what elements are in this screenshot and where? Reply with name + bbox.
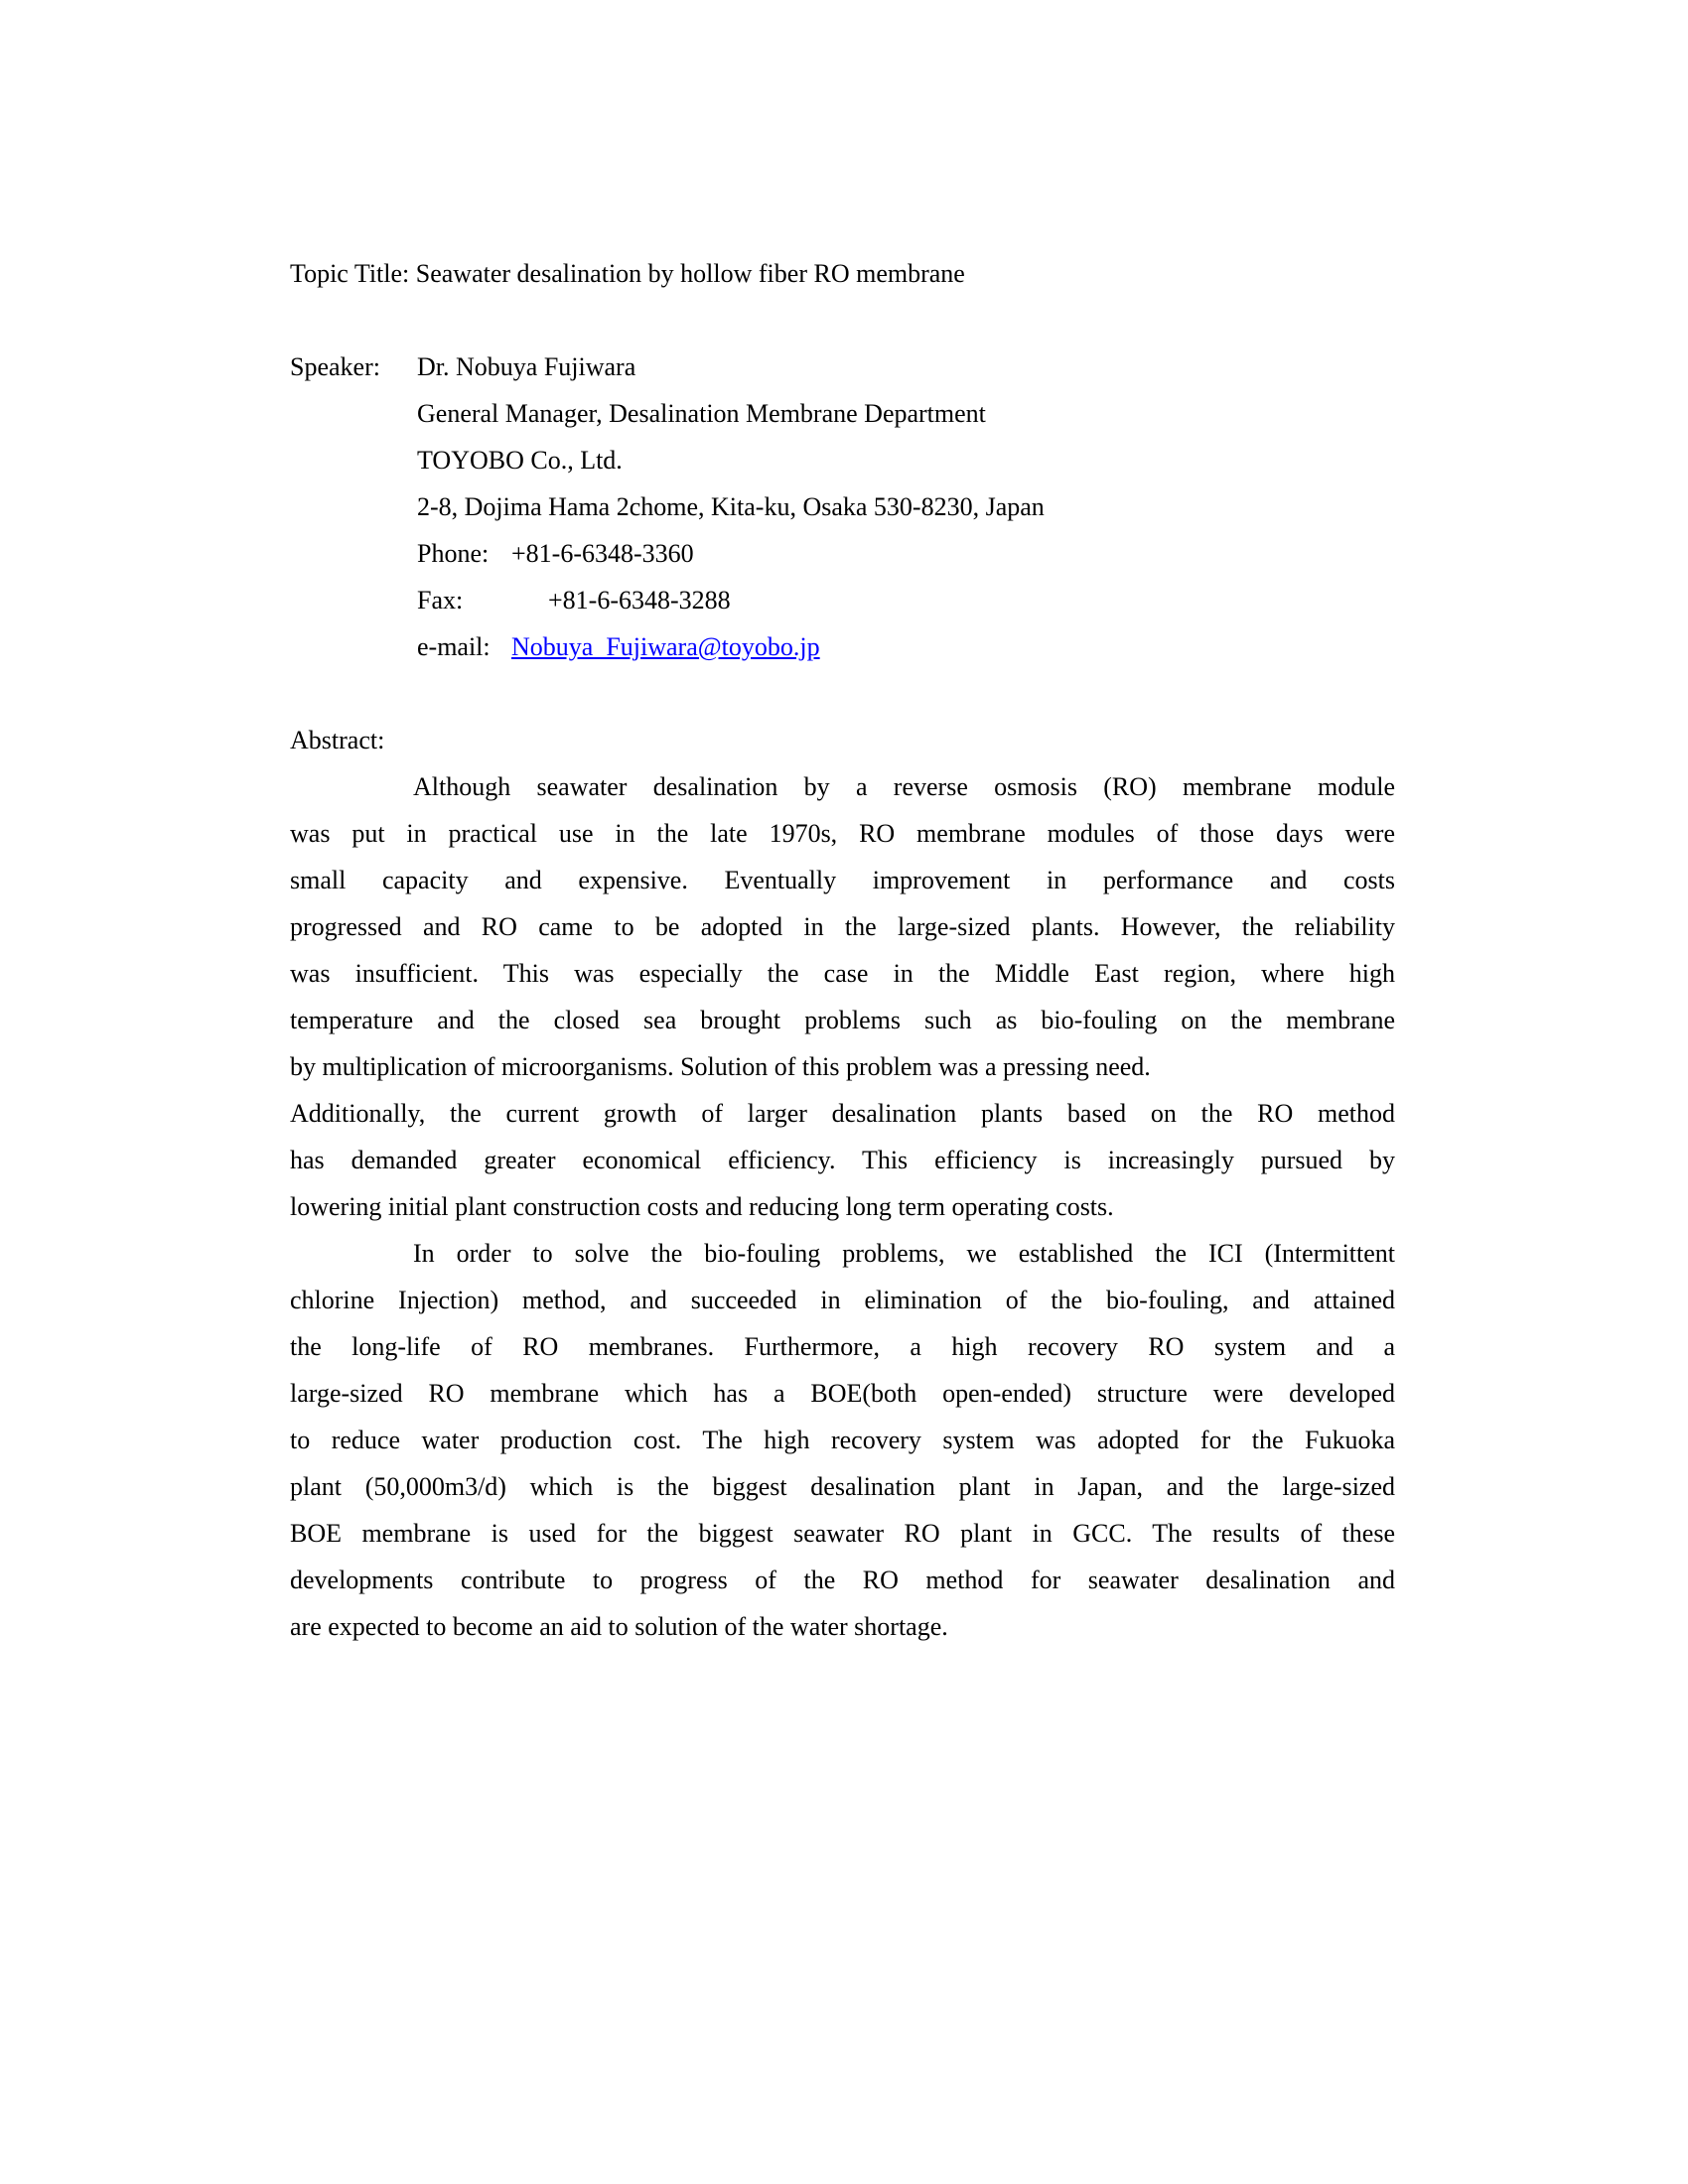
speaker-label: Speaker: (290, 352, 380, 381)
abstract-text-line: chlorine Injection) method, and succeeded in elimination of the bio-fouling, and attained (290, 1286, 1395, 1314)
abstract-body (290, 763, 1395, 1650)
speaker-line (290, 343, 1395, 390)
spacer (290, 670, 1395, 717)
phone-number: +81-6-6348-3360 (511, 539, 694, 568)
speaker-company: TOYOBO Co., Ltd. (417, 446, 623, 475)
phone-label: Phone: (417, 539, 490, 568)
abstract-text-line: by multiplication of microorganisms. Solution of this problem was a pressing need. (290, 1052, 1151, 1081)
abstract-text-line: was put in practical use in the late 1970s, RO membrane modules of those days were (290, 819, 1395, 848)
email-link[interactable]: Nobuya_Fujiwara@toyobo.jp (511, 632, 820, 661)
fax-number: +81-6-6348-3288 (548, 586, 731, 614)
abstract-text-line: has demanded greater economical efficiency. This efficiency is increasingly pursued by (290, 1146, 1395, 1174)
email-line (417, 623, 1395, 670)
fax-label: Fax: (417, 586, 464, 614)
abstract-text-line: small capacity and expensive. Eventually improvement in performance and costs (290, 866, 1395, 894)
abstract-text-line: was insufficient. This was especially the case in the Middle East region, where high (290, 959, 1395, 988)
abstract-text-line: to reduce water production cost. The high recovery system was adopted for the Fukuoka (290, 1426, 1395, 1454)
abstract-text-line: are expected to become an aid to solution of the water shortage. (290, 1612, 948, 1641)
topic-title: Topic Title: Seawater desalination by hollow fiber RO membrane (290, 259, 965, 288)
abstract-text-line: large-sized RO membrane which has a BOE(both open-ended) structure were developed (290, 1379, 1395, 1408)
spacer (290, 297, 1395, 343)
speaker-role: General Manager, Desalination Membrane Department (417, 399, 986, 428)
abstract-text-line: temperature and the closed sea brought problems such as bio-fouling on the membrane (290, 1006, 1395, 1034)
abstract-text-line: plant (50,000m3/d) which is the biggest desalination plant in Japan, and the large-sized (290, 1472, 1395, 1501)
abstract-text-line: In order to solve the bio-fouling problems, we established the ICI (Intermittent (413, 1239, 1395, 1268)
abstract-text-line: developments contribute to progress of the RO method for seawater desalination and (290, 1566, 1395, 1594)
abstract-label: Abstract: (290, 726, 385, 754)
abstract-text-line: lowering initial plant construction costs and reducing long term operating costs. (290, 1192, 1114, 1221)
abstract-text-line: progressed and RO came to be adopted in the large-sized plants. However, the reliability (290, 912, 1395, 941)
fax-line (417, 577, 1395, 623)
phone-line (417, 530, 1395, 577)
speaker-address: 2-8, Dojima Hama 2chome, Kita-ku, Osaka 530-8230, Japan (417, 492, 1045, 521)
speaker-name: Dr. Nobuya Fujiwara (417, 352, 636, 381)
speaker-contact-block (290, 390, 1395, 670)
abstract-text-line: Although seawater desalination by a reverse osmosis (RO) membrane module (413, 772, 1395, 801)
abstract-text-line: Additionally, the current growth of larger desalination plants based on the RO method (290, 1099, 1395, 1128)
abstract-text-line: the long-life of RO membranes. Furthermore, a high recovery RO system and a (290, 1332, 1395, 1361)
email-label: e-mail: (417, 632, 491, 661)
abstract-text-line: BOE membrane is used for the biggest seawater RO plant in GCC. The results of these (290, 1519, 1395, 1548)
